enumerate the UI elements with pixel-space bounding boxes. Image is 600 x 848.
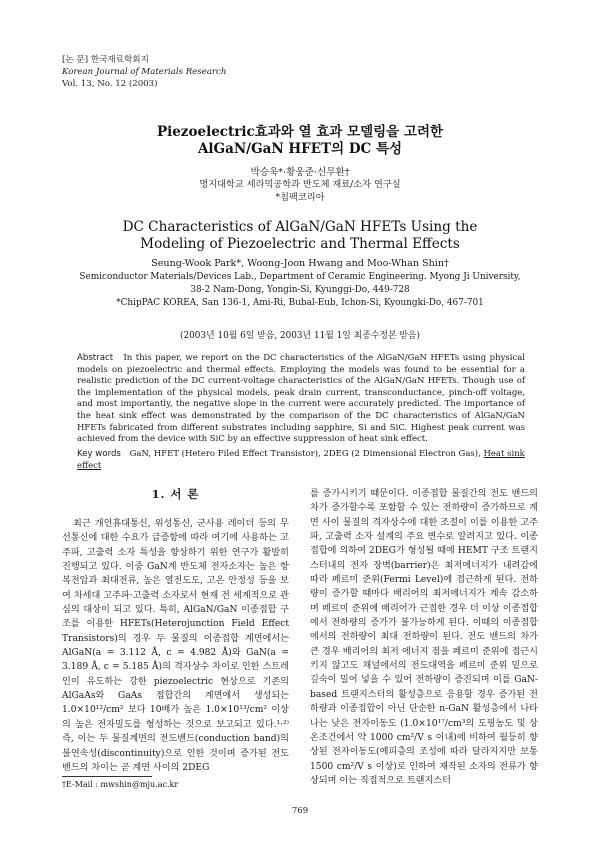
english-title-line2: Modeling of Piezoelectric and Thermal Effects — [140, 236, 460, 252]
korean-title — [0, 124, 600, 158]
page-number: 769 — [291, 806, 309, 816]
journal-header — [62, 54, 226, 90]
journal-volume: Vol. 13, No. 12 (2003) — [62, 79, 158, 89]
keywords-text: GaN, HFET (Hetero Filed Effect Transistor), 2DEG (2 Dimensional Electron Gas), — [129, 449, 484, 459]
footnote-email: †E-Mail : mwshin@mju.ac.kr — [62, 780, 179, 789]
korean-authors: 박승욱*·황웅준·신무환† — [250, 167, 350, 178]
english-authors: Seung-Wook Park*, Woong-Joon Hwang and Moo-Whan Shin† — [151, 258, 449, 269]
section-heading: 1. 서 론 — [151, 487, 200, 501]
journal-name-english: Korean Journal of Materials Research — [62, 67, 227, 77]
body-left-column: 최근 개인휴대통신, 위성통신, 군사용 레이더 등의 무선통신에 대한 수요가 급증함에 따라 여기에 사용하는 고주파, 고출력 소자 특성을 향상하기 위한 연구가 활발히 진행되고 있다. 이중 GaN계 반도체 전자소자는 높은 항복전압과 최대전류, 높은 열전도도, 고온 안정성 등을 보여 차세대 고주파·고출력 소자로서 현재 전 세계적으로 관심의 대상이 되고 있다. 특히, AlGaN/GaN 이종접합 구조를 이용한 HFETs(Heterojunction Field Effect Transistors)의 경우 두 물질의 이종접합 계면에서는 AlGaN(a = 3.112 Å, c = 4.982 Å)와 GaN(a = 3.189 Å, c = 5.185 Å)의 격자상수 차이로 인한 스트레인이 유도하는 강한 piezoelectric 현상으로 기존의 AlGaAs와 GaAs 접합간의 계면에서 생성되는 1.0×10¹²/cm² 보다 10배가 높은 1.0×10¹³/cm² 이상의 높은 전자밀도를 형성하는 것으로 보고되고 있다.¹·²⁾ 즉, 이는 두 물질계면의 전도밴드(conduction band)의 불연속성(discontinuity)으로 인한 것이며 증가된 전도밴드의 차이는 곧 계면 사이의 2DEG — [62, 519, 289, 773]
keywords — [77, 449, 525, 472]
english-affiliation-line3: *ChipPAC KOREA, San 136-1, Ami-Ri, Bubal-Eub, Ichon-Si, Kyoungki-Do, 467-701 — [116, 298, 484, 308]
english-affiliation-line1: Semiconductor Materials/Devices Lab., Department of Ceramic Engineering. Myong Ji University, — [79, 272, 521, 282]
abstract — [77, 353, 525, 446]
korean-affiliation — [0, 179, 600, 204]
keywords-label: Key words — [77, 449, 121, 459]
english-title — [0, 219, 600, 253]
abstract-label: Abstract — [77, 353, 114, 363]
received-dates: (2003년 10월 6일 받음, 2003년 11월 1일 최종수정본 받음) — [180, 331, 420, 341]
journal-name-korean: [논 문] 한국재료학회지 — [62, 55, 149, 65]
korean-affiliation-line1: 명지대학교 세라믹공학과 반도체 재료/소자 연구실 — [199, 179, 401, 190]
english-affiliation-line2: 38-2 Nam-Dong, Yongin-Si, Kyunggi-Do, 449-728 — [190, 285, 410, 295]
body-right-column: 를 증가시키기 때문이다. 이종접합 물질간의 전도 밴드의 차가 증가할수록 포함할 수 있는 전하량이 증가하므로 계면 사이 물질의 격자상수에 대한 조절이 이를 이용한 고주파, 고출력 소자 설계의 주요 변수로 알려지고 있다. 이종접합에 의하여 2DEG가 형성될 때에 HEMT 구조 트랜지스터내의 전자 장벽(barrier)은 최저에너지가 내려감에 따라 페르미 준위(Fermi Level)에 접근하게 된다. 전하량이 증가할 때마다 배리어의 최저에너지가 계속 감소하며 페르미 준위에 배리어가 근접한 경우 더 이상 이종접합에서 전하량의 증가가 불가능하게 된다. 이때의 이종접합에서의 전하량이 최대 전하량이 된다. 전도 밴드의 차가 큰 경우 배리어의 최저 에너지 점을 페르미 준위에 접근시키지 않고도 채널에서의 전도대역을 페르미 준위 밑으로 깊숙이 밀어 넣을 수 있어 전하량이 증진되며 이를 GaN-based 트랜지스터의 활성층으로 응용할 경우 증가된 전하량과 이종접합이 아닌 단순한 n-GaN 활성층에서 나타나는 낮은 전자이동도 (1.0×10¹⁷/cm³의 도핑농도 및 상온조건에서 약 1000 cm²/V s 이내)에 비하여 월등히 향상된 전자이동도(예피층의 조성에 따라 달라지지만 보통 1500 cm²/V s 이상)로 인하여 재작된 소자의 전류가 향상되며 이는 직접적으로 트랜지스터 — [310, 489, 538, 786]
korean-affiliation-line2: *칩팩코리아 — [275, 191, 325, 203]
abstract-text: In this paper, we report on the DC characteristics of the AlGaN/GaN HFETs using physical models on piezoelectric and thermal effects. Employing the models was found to be essential for a realistic prediction of the DC current-voltage characteristics of the AlGaN/GaN HFETs. Though use of the implementation of the physical models, peak drain current, transconductance, pinch-off voltage, and most importantly, the negative slope in the current were accurately predicted. The importance of the heat sink effect was demonstrated by the comparison of the DC characteristics of AlGaN/GaN HFETs fabricated from different substrates including sapphire, Si and SiC. Highest peak current was achieved from the device with SiC by an effective suppression of heat sink effect. — [77, 353, 525, 445]
english-title-line1: DC Characteristics of AlGaN/GaN HFETs Using the — [122, 219, 478, 235]
keywords-underlined: Heat sink effect — [77, 449, 525, 471]
korean-title-line2: AlGaN/GaN HFET의 DC 특성 — [197, 141, 403, 157]
footnote-divider — [62, 776, 152, 777]
english-affiliation — [0, 271, 600, 310]
korean-title-line1: Piezoelectric효과와 열 효과 모델링을 고려한 — [156, 124, 444, 140]
